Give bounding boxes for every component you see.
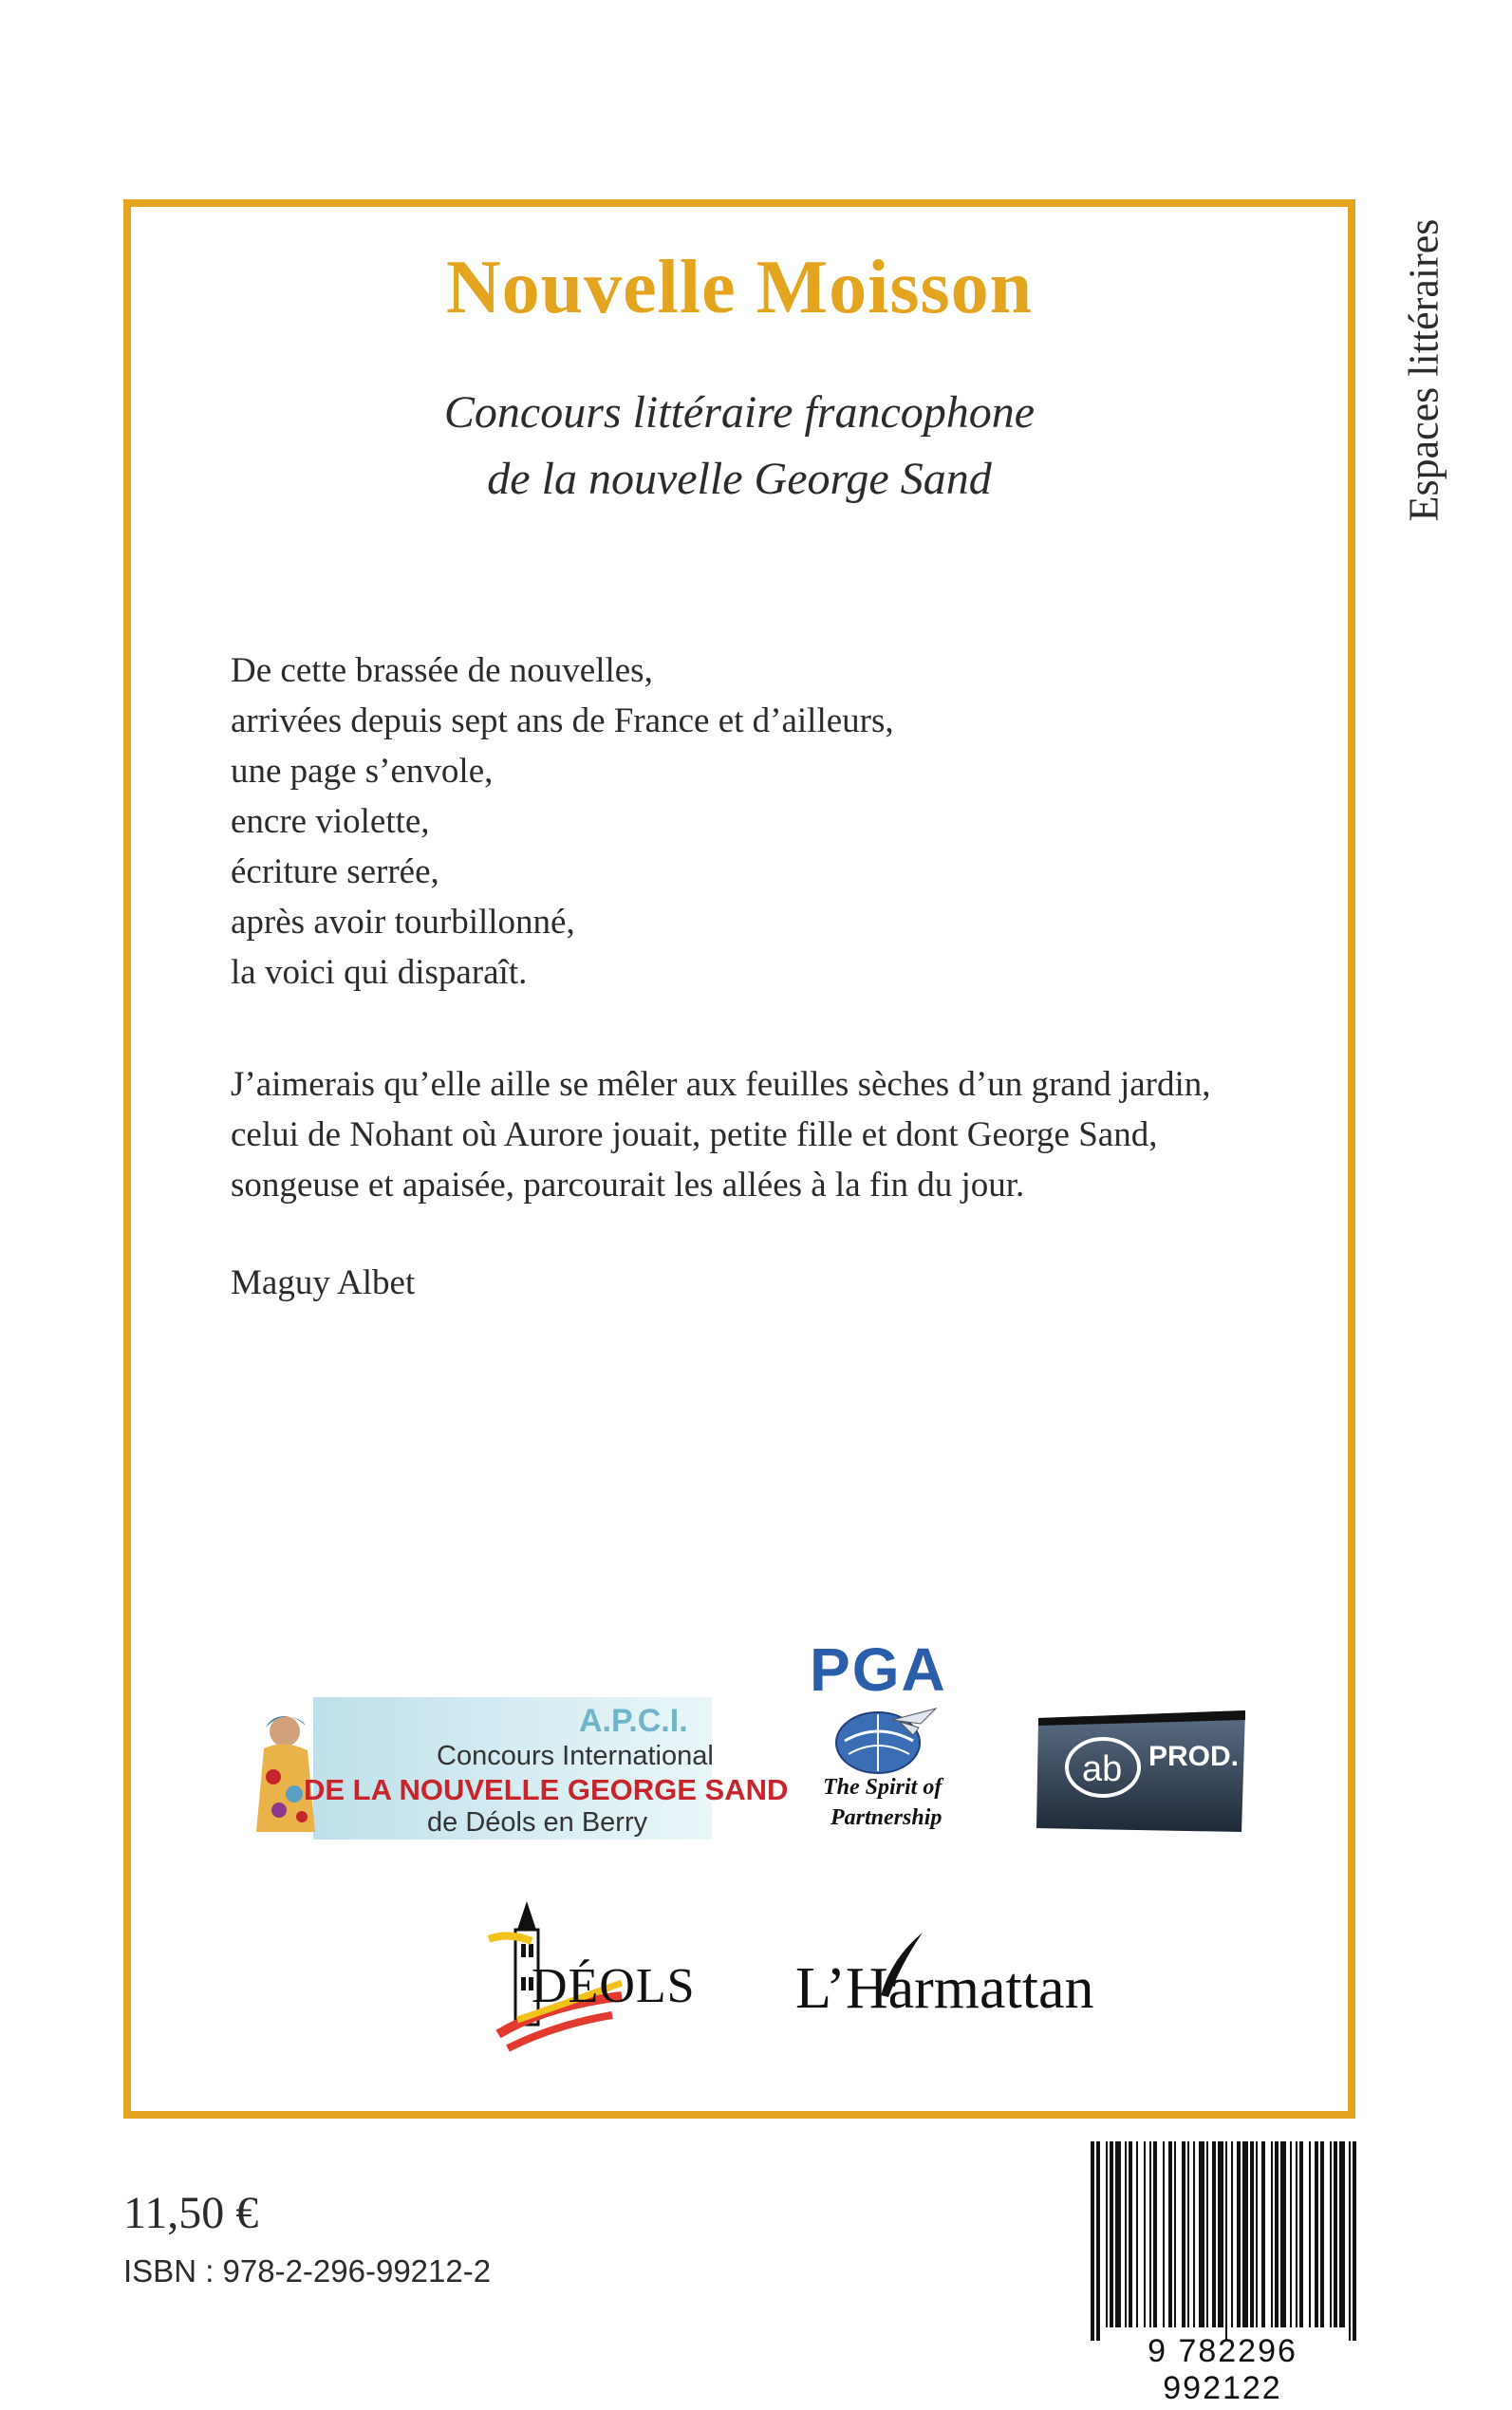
barcode-bar bbox=[1231, 2141, 1233, 2327]
deols-logo bbox=[479, 1892, 696, 2063]
barcode-bar bbox=[1275, 2141, 1279, 2327]
poem-line: une page s’envole, bbox=[231, 752, 494, 791]
barcode-bar bbox=[1149, 2141, 1151, 2327]
barcode-digits: 9 782296 992122 bbox=[1148, 2333, 1297, 2406]
isbn: ISBN : 978-2-296-99212-2 bbox=[123, 2253, 492, 2289]
pga-slogan-line1: The Spirit of bbox=[823, 1775, 943, 1800]
subtitle-line: de la nouvelle George Sand bbox=[487, 454, 992, 504]
barcode-bar bbox=[1168, 2141, 1172, 2327]
barcode-bar bbox=[1182, 2141, 1185, 2327]
abprod-mark: ab bbox=[1082, 1749, 1123, 1789]
barcode-bar bbox=[1299, 2141, 1303, 2327]
barcode-bar bbox=[1320, 2141, 1324, 2327]
paragraph-line: J’aimerais qu’elle aille se mêler aux feuilles sèches d’un grand jardin, bbox=[231, 1065, 1211, 1104]
price: 11,50 € bbox=[123, 2188, 259, 2238]
barcode-bar bbox=[1271, 2141, 1273, 2327]
barcode-bar bbox=[1309, 2141, 1311, 2327]
barcode-bar bbox=[1290, 2141, 1292, 2327]
barcode-bar bbox=[1250, 2141, 1254, 2327]
poem-line: De cette brassée de nouvelles, bbox=[231, 651, 653, 690]
poem-line: arrivées depuis sept ans de France et d’ailleurs, bbox=[231, 701, 894, 740]
book-subtitle bbox=[123, 380, 1355, 513]
poem-line: après avoir tourbillonné, bbox=[231, 903, 575, 942]
barcode-bar bbox=[1339, 2141, 1345, 2327]
poem-line: encre violette, bbox=[231, 802, 430, 841]
apci-acronym: A.P.C.I. bbox=[579, 1703, 688, 1739]
publisher-name: L’Harmattan bbox=[795, 1956, 1094, 2021]
paragraph-line: songeuse et apaisée, parcourait les allées à la fin du jour. bbox=[231, 1166, 1025, 1205]
author-signature: Maguy Albet bbox=[231, 1263, 416, 1302]
barcode-bar bbox=[1096, 2141, 1100, 2341]
barcode-bar bbox=[1115, 2141, 1121, 2327]
barcode-bar bbox=[1256, 2141, 1258, 2327]
barcode-bar bbox=[1136, 2141, 1138, 2327]
barcode-bar bbox=[1212, 2141, 1216, 2327]
barcode-bar bbox=[1261, 2141, 1265, 2327]
abprod-logo bbox=[1036, 1710, 1247, 1832]
apci-logo bbox=[247, 1691, 789, 1843]
barcode-bar bbox=[1280, 2141, 1286, 2327]
series-text: Espaces littéraires bbox=[1400, 218, 1447, 522]
barcode-bar bbox=[1206, 2141, 1208, 2327]
barcode-bar bbox=[1237, 2141, 1241, 2327]
barcode-bar bbox=[1353, 2141, 1356, 2341]
barcode-bar bbox=[1199, 2141, 1204, 2327]
paragraph-line: celui de Nohant où Aurore jouait, petite fille et dont George Sand, bbox=[231, 1115, 1158, 1154]
poem-block bbox=[231, 645, 894, 998]
pga-logo bbox=[793, 1635, 973, 1843]
barcode-bar bbox=[1242, 2141, 1248, 2327]
barcode-bar bbox=[1144, 2141, 1146, 2327]
deols-name: DÉOLS bbox=[532, 1959, 696, 2013]
barcode-bar bbox=[1174, 2141, 1176, 2327]
subtitle-line: Concours littéraire francophone bbox=[443, 387, 1036, 438]
barcode-bar bbox=[1334, 2141, 1337, 2327]
pga-name: PGA bbox=[810, 1635, 947, 1704]
apci-line2: Concours International bbox=[437, 1741, 714, 1771]
apci-line4: de Déols en Berry bbox=[427, 1807, 648, 1838]
barcode-bar bbox=[1091, 2141, 1094, 2341]
poem-line: la voici qui disparaît. bbox=[231, 953, 528, 992]
barcode-bar bbox=[1129, 2141, 1132, 2327]
barcode-bar bbox=[1315, 2141, 1318, 2327]
barcode-bar bbox=[1330, 2141, 1332, 2327]
barcode-bar bbox=[1110, 2141, 1113, 2327]
barcode-bar bbox=[1187, 2141, 1189, 2327]
poem-line: écriture serrée, bbox=[231, 852, 439, 891]
abprod-text: PROD. bbox=[1148, 1741, 1240, 1772]
barcode-bar bbox=[1296, 2141, 1297, 2327]
apci-line3: DE LA NOUVELLE GEORGE SAND bbox=[304, 1773, 789, 1806]
barcode-bar bbox=[1225, 2141, 1227, 2341]
barcode-bar bbox=[1163, 2141, 1165, 2327]
barcode-bar bbox=[1125, 2141, 1127, 2327]
barcode-bar bbox=[1218, 2141, 1223, 2327]
barcode-bar bbox=[1349, 2141, 1351, 2341]
globe-plane-icon bbox=[826, 1703, 940, 1779]
barcode-bar bbox=[1193, 2141, 1195, 2327]
barcode-bar bbox=[1106, 2141, 1108, 2327]
series-label bbox=[1395, 199, 1452, 541]
book-title: Nouvelle Moisson bbox=[445, 246, 1034, 329]
pga-slogan-line2: Partnership bbox=[831, 1805, 943, 1830]
barcode-bar bbox=[1153, 2141, 1157, 2327]
woman-figure-icon bbox=[247, 1710, 332, 1834]
blurb-paragraph bbox=[231, 1059, 1211, 1210]
